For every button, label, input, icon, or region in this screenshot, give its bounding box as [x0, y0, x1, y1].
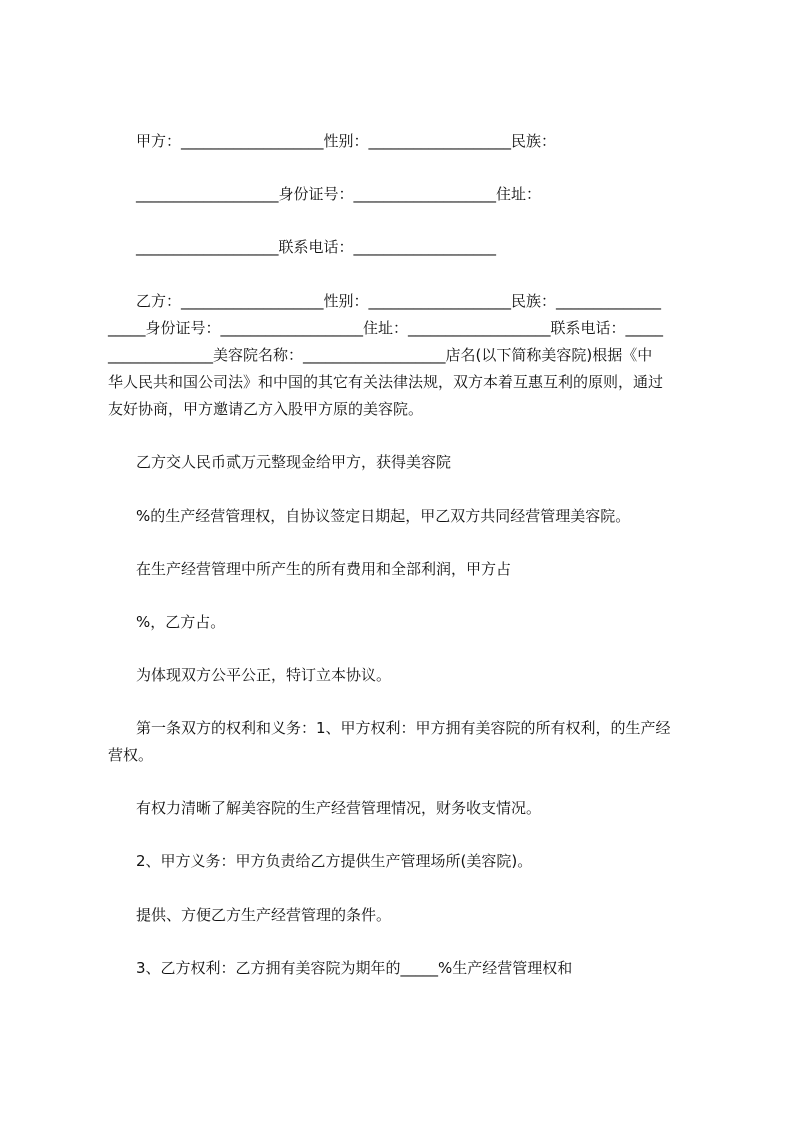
party-b-name-line: 乙方：___________________性别：___________________民族：______________: [136, 292, 662, 310]
party-a-phone-line: ___________________联系电话：___________________: [136, 238, 497, 256]
fairness-line: 为体现双方公平公正，特订立本协议。: [136, 666, 392, 684]
article-one-line: 第一条双方的权利和义务：1、甲方权利：甲方拥有美容院的所有权利，的生产经: [136, 719, 671, 737]
party-a-name-line: 甲方：___________________性别：___________________民族：: [136, 132, 557, 150]
party-a-duty-line: 2、甲方义务：甲方负责给乙方提供生产管理场所(美容院)。: [136, 852, 533, 870]
article-one-cont-line: 营权。: [108, 746, 154, 764]
party-b-id-line: _____身份证号：___________________住址：___________________联系电话：_____: [108, 319, 664, 337]
invitation-line: 友好协商，甲方邀请乙方入股甲方原的美容院。: [108, 400, 424, 418]
payment-line: 乙方交人民币贰万元整现金给甲方，获得美容院: [136, 453, 452, 471]
profit-share-line: 在生产经营管理中所产生的所有费用和全部利润，甲方占: [136, 560, 512, 578]
salon-name-line: ______________美容院名称：___________________店名(以下简称美容院)根据《中: [108, 346, 653, 364]
party-a-duty-cont-line: 提供、方便乙方生产经营管理的条件。: [136, 906, 392, 924]
party-a-id-line: ___________________身份证号：___________________住址：: [136, 185, 542, 203]
party-b-right-line: 3、乙方权利：乙方拥有美容院为期年的_____%生产经营管理权和: [136, 959, 573, 977]
party-a-right-line: 有权力清晰了解美容院的生产经营管理情况，财务收支情况。: [136, 799, 542, 817]
profit-share-percent-line: %，乙方占。: [136, 613, 226, 631]
law-basis-line: 华人民共和国公司法》和中国的其它有关法律法规，双方本着互惠互利的原则，通过: [108, 373, 664, 391]
management-right-line: %的生产经营管理权，自协议签定日期起，甲乙双方共同经营管理美容院。: [136, 507, 631, 525]
